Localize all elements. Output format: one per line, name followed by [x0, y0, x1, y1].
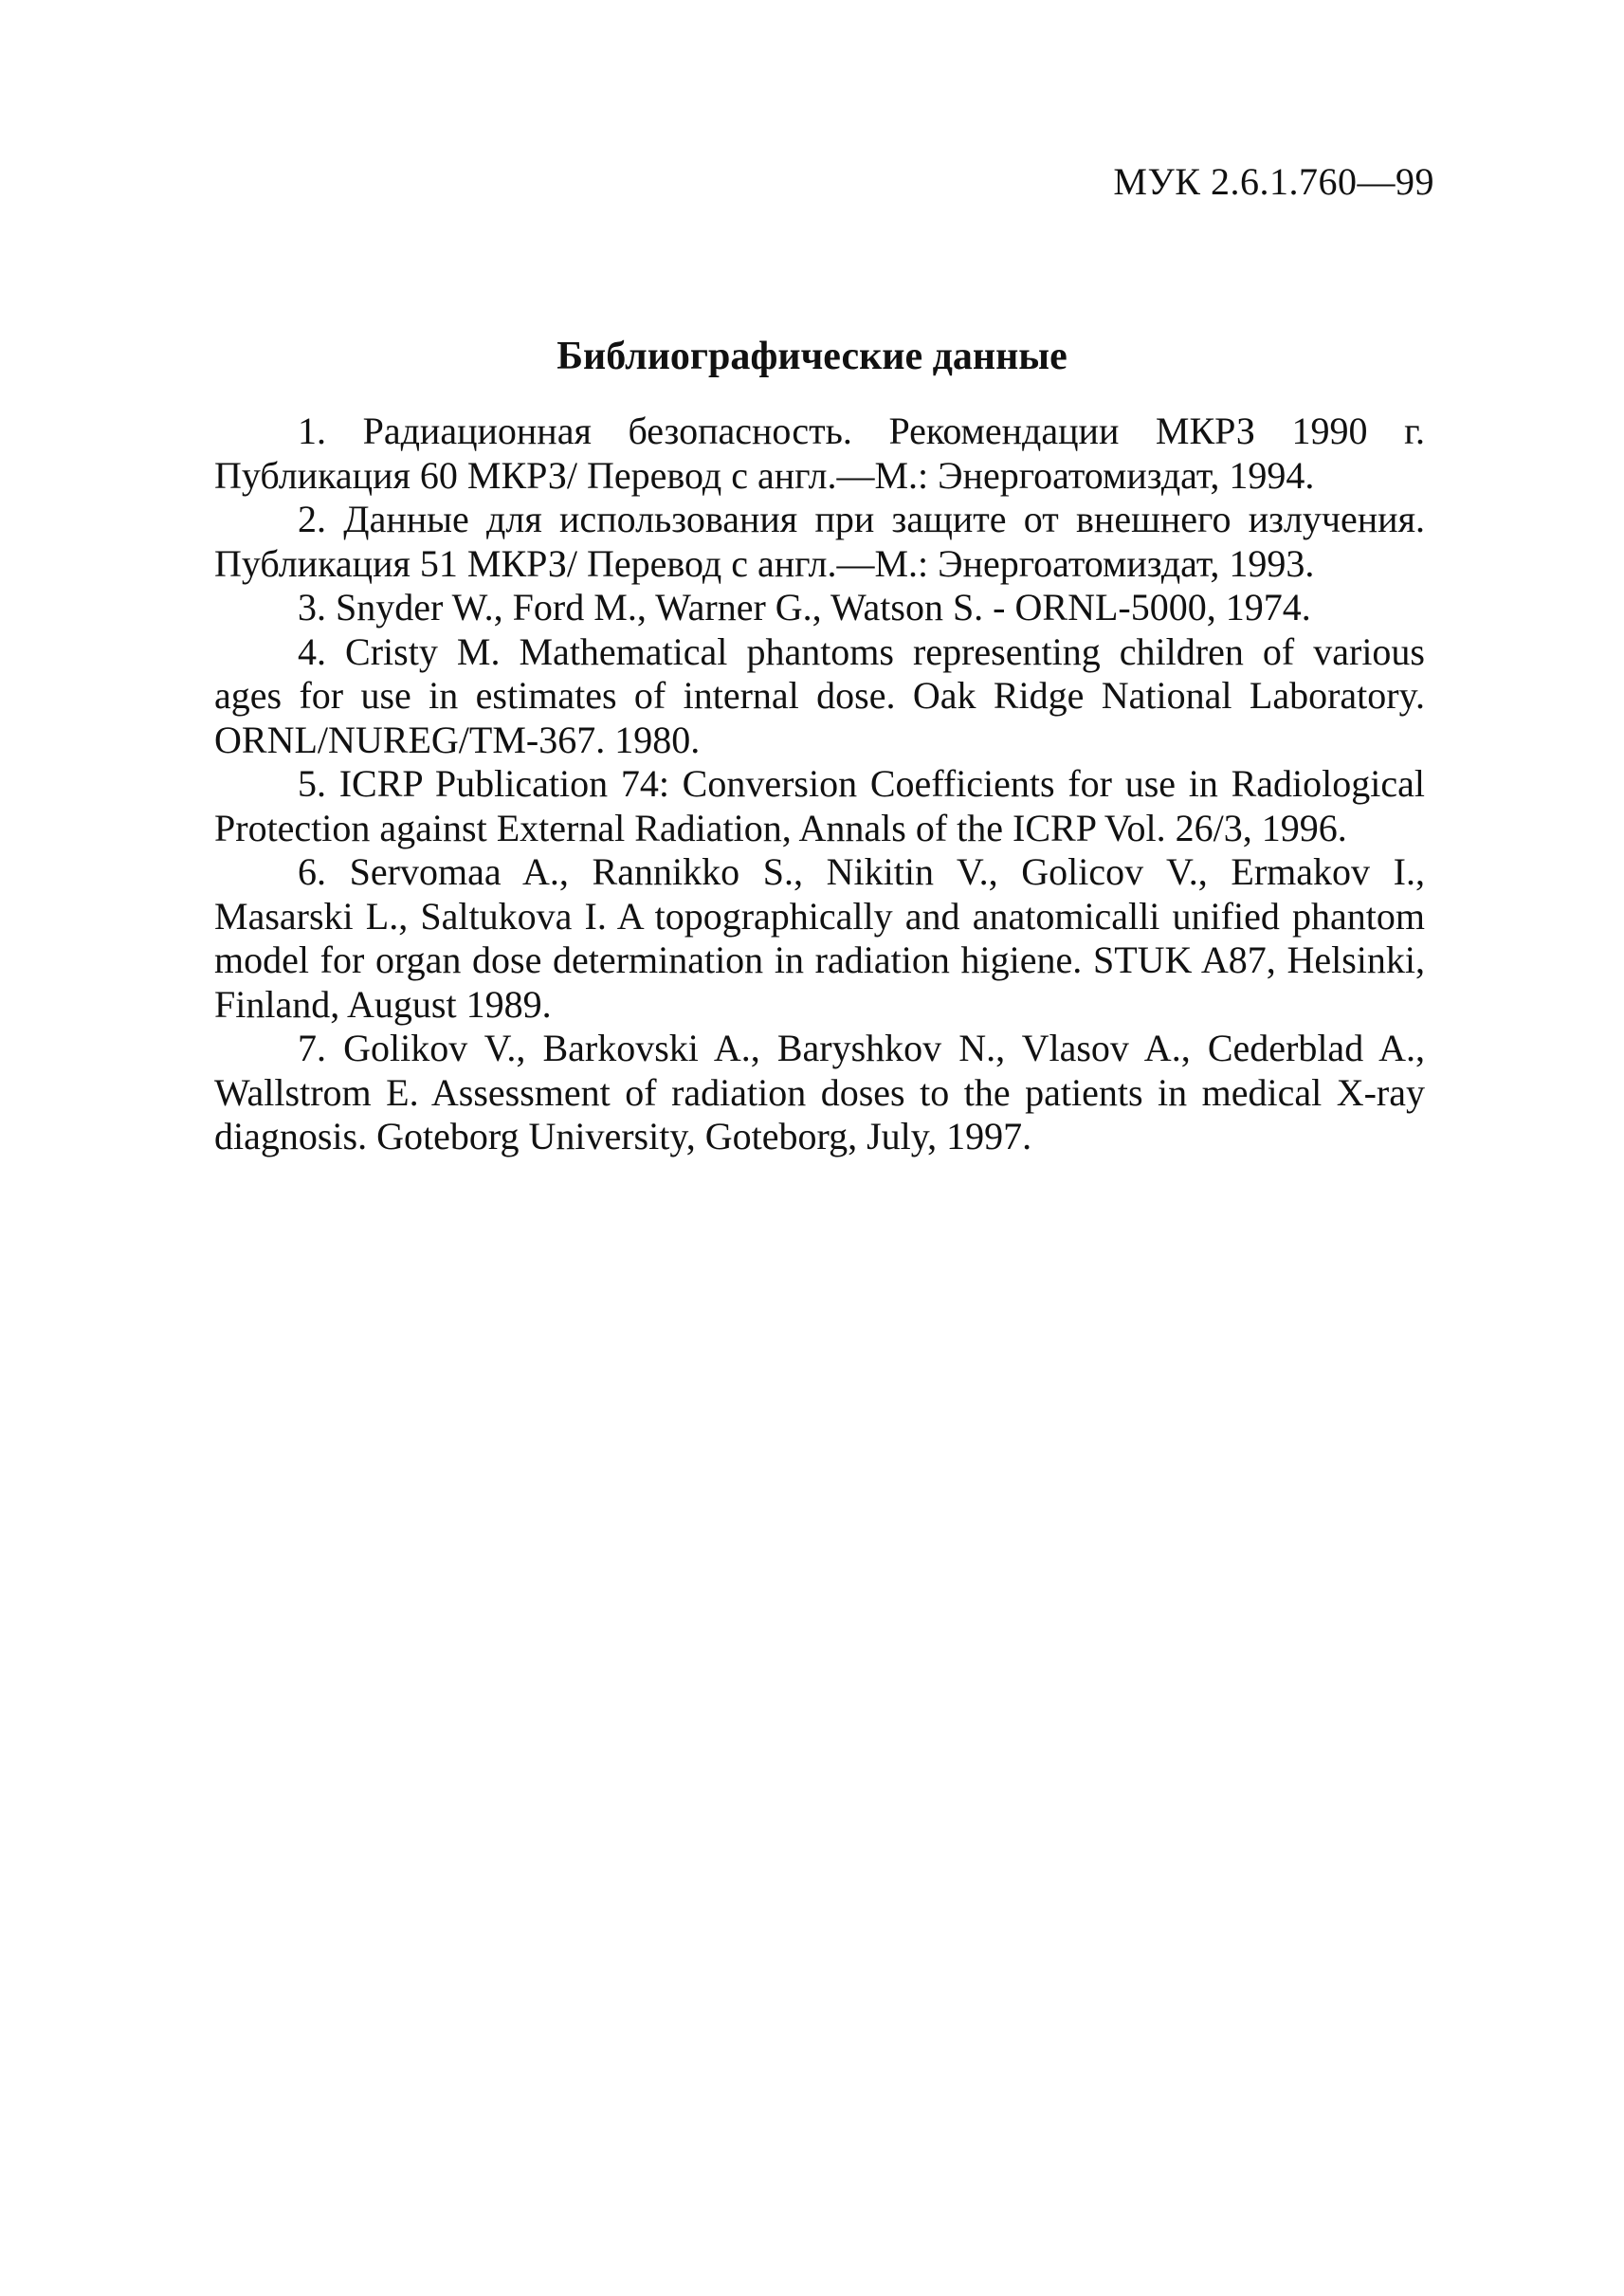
reference-list — [214, 410, 1425, 1159]
reference-item-7: 7. Golikov V., Barkovski A., Baryshkov N., Vlasov A., Cederblad A., Wallstrom E. Assessment of radiation doses to the patients in medical X-ray diagnosis. Goteborg University, Goteborg, July, 1997. — [214, 1027, 1425, 1157]
document-code: МУК 2.6.1.760—99 — [1113, 160, 1434, 203]
section-title: Библиографические данные — [557, 335, 1067, 378]
reference-item-6: 6. Servomaa A., Rannikko S., Nikitin V., Golicov V., Ermakov I., Masarski L., Saltukova I. A topographically and anatomicalli unified phantom model for organ dose determination in radiation higiene. STUK A87, Helsinki, Finland, August 1989. — [214, 850, 1425, 1026]
reference-item-4: 4. Cristy M. Mathematical phantoms representing children of various ages for use in estimates of internal dose. Oak Ridge National Laboratory. ORNL/NUREG/TM-367. 1980. — [214, 629, 1425, 761]
reference-item-1: 1. Радиационная безопасность. Рекомендации МКРЗ 1990 г. Публикация 60 МКРЗ/ Перевод с англ.—М.: Энергоатомиздат, 1994. — [214, 410, 1425, 497]
reference-item-2: 2. Данные для использования при защите от внешнего излучения. Публикация 51 МКРЗ/ Перевод с англ.—М.: Энергоатомиздат, 1993. — [214, 498, 1425, 585]
reference-item-5: 5. ICRP Publication 74: Conversion Coefficients for use in Radiological Protection against External Radiation, Annals of the ICRP Vol. 26/3, 1996. — [214, 762, 1425, 849]
reference-item-3: 3. Snyder W., Ford M., Warner G., Watson S. - ORNL-5000, 1974. — [298, 586, 1311, 629]
